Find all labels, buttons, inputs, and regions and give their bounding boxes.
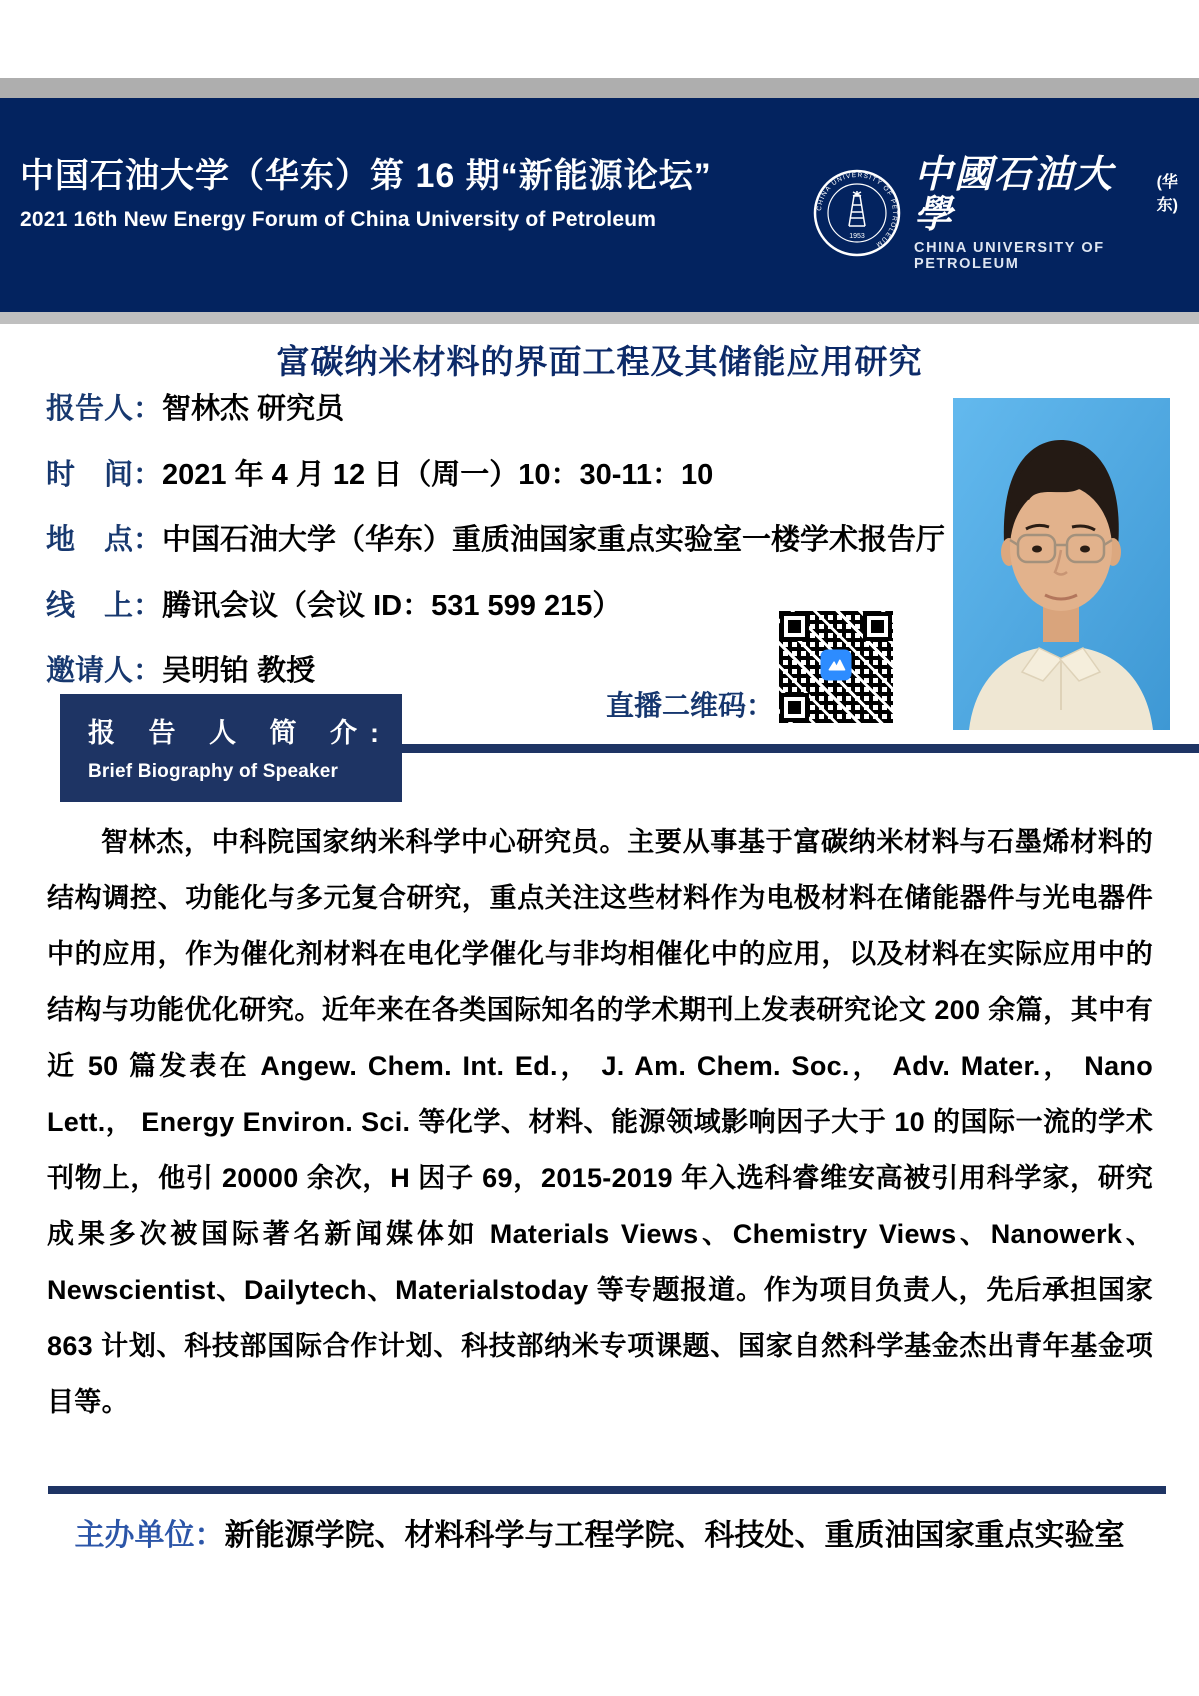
bio-heading-en: Brief Biography of Speaker — [88, 761, 339, 782]
detail-label: 时 间： — [46, 458, 163, 491]
organizer-value: 新能源学院、材料科学与工程学院、科技处、重质油国家重点实验室 — [224, 1519, 1125, 1552]
detail-value: 中国石油大学（华东）重质油国家重点实验室一楼学术报告厅 — [162, 524, 946, 556]
qr-finder-icon — [780, 612, 809, 641]
university-name-block — [914, 151, 1199, 272]
detail-value: 2021 年 4 月 12 日（周一）10：30-11：10 — [162, 458, 714, 491]
footer-rule — [48, 1486, 1166, 1494]
bio-heading-rule — [402, 744, 1199, 753]
bio-heading-box — [60, 694, 402, 802]
forum-title-cn: 中国石油大学（华东）第 16 期“新能源论坛” — [20, 157, 712, 195]
bio-paragraph: 智林杰，中科院国家纳米科学中心研究员。主要从事基于富碳纳米材料与石墨烯材料的结构调控、功能化与多元复合研究，重点关注这些材料作为电极材料在储能器件与光电器件中的应用，作为催化剂材料在电化学催化与非均相催化中的应用，以及材料在实际应用中的结构与功能优化研究。近年来在各类国际知名的学术期刊上发表研究论文 200 余篇，其中有近 50 篇发表在 Angew. Chem. Int. Ed.， J. Am. Chem. Soc.， Adv. Mater.， Nano Lett.， Energy Environ. Sci. 等化学、材料、能源领域影响因子大于 10 的国际一流的学术刊物上，他引 20000 余次，H 因子 69，2015-2019 年入选科睿维安高被引用科学家，研究成果多次被国际著名新闻媒体如 Materials Views、Chemistry Views、Nanowerk、Newscientist、Dailytech、Materialstoday 等专题报道。作为项目负责人，先后承担国家 863 计划、科技部国际合作计划、科技部纳米专项课题、国家自然科学基金杰出青年基金项目等。 — [47, 827, 1153, 1417]
university-name-calligraphy: 中國石油大學 — [914, 151, 1115, 236]
detail-value: 智林杰 研究员 — [162, 393, 345, 425]
detail-row-speaker — [46, 386, 936, 452]
organizer-line — [0, 1510, 1199, 1554]
detail-label: 线 上： — [46, 589, 163, 622]
svg-text:1953: 1953 — [849, 233, 865, 240]
qr-finder-icon — [780, 693, 809, 722]
oil-derrick-icon — [849, 191, 865, 226]
qr-code-label: 直播二维码： — [606, 690, 775, 721]
university-name-suffix: (华东) — [1156, 174, 1178, 214]
university-seal-icon — [812, 168, 902, 258]
detail-label: 邀请人： — [46, 655, 163, 687]
organizer-label: 主办单位： — [74, 1519, 225, 1552]
tencent-meeting-icon — [821, 649, 852, 680]
livestream-qr-code — [779, 611, 893, 723]
detail-label: 报告人： — [46, 393, 163, 425]
speaker-photo — [953, 398, 1170, 730]
forum-title-en: 2021 16th New Energy Forum of China University of Petroleum — [20, 208, 657, 231]
header-bottom-gray-strip — [0, 312, 1199, 324]
detail-row-time — [46, 452, 936, 518]
qr-finder-icon — [863, 612, 892, 641]
detail-value: 腾讯会议（会议 ID：531 599 215） — [162, 589, 622, 622]
detail-label: 地 点： — [46, 524, 163, 556]
header-band — [0, 98, 1199, 312]
university-logo — [812, 151, 1199, 272]
detail-row-location — [46, 517, 946, 583]
top-gray-bar — [0, 78, 1199, 98]
svg-text:CHINA UNIVERSITY OF PETROLEUM: CHINA UNIVERSITY OF PETROLEUM — [815, 171, 899, 249]
bio-heading-cn: 报 告 人 简 介: — [88, 718, 392, 748]
detail-value: 吴明铂 教授 — [162, 655, 316, 687]
university-name-en: CHINA UNIVERSITY OF PETROLEUM — [914, 240, 1105, 272]
seminar-title: 富碳纳米材料的界面工程及其储能应用研究 — [276, 343, 923, 380]
